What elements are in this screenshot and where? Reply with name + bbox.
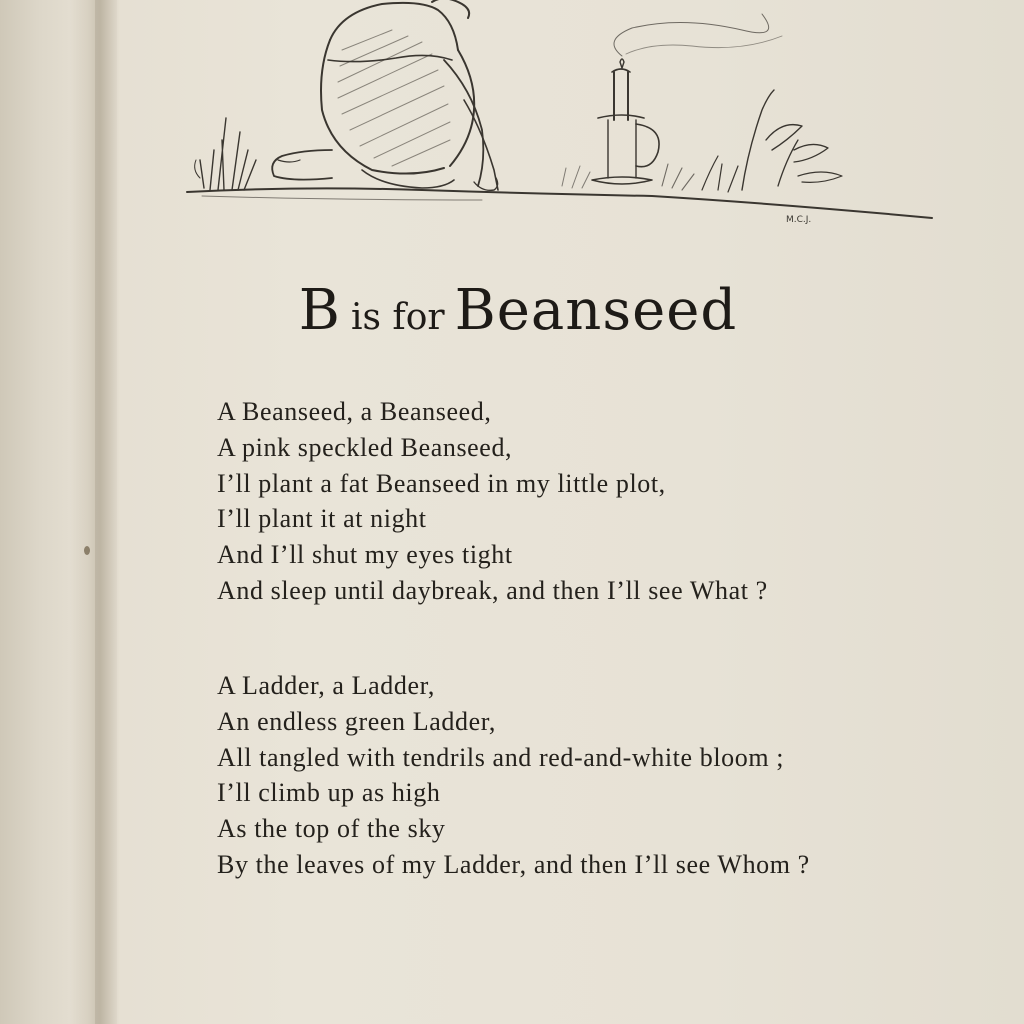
title-connector: is for <box>350 297 445 338</box>
poem-line: By the leaves of my Ladder, and then I’ll see Whom ? <box>217 849 810 879</box>
title-initial: B <box>298 278 341 343</box>
poem-line: A Ladder, a Ladder, <box>217 671 435 700</box>
poem-line: A Beanseed, a Beanseed, <box>217 397 492 426</box>
poem-line: All tangled with tendrils and red-and-white bloom ; <box>217 742 785 772</box>
poem-line: I’ll plant it at night <box>217 504 427 534</box>
poem-line: And sleep until daybreak, and then I’ll see What ? <box>217 575 768 605</box>
poem-line: I’ll climb up as high <box>217 778 441 808</box>
poem-line: An endless green Ladder, <box>217 706 497 736</box>
title-word: Beanseed <box>454 278 738 343</box>
poem-line: A pink speckled Beanseed, <box>217 432 513 462</box>
poem-line: I’ll plant a fat Beanseed in my little plot, <box>217 468 666 498</box>
stanza-2 <box>217 668 937 883</box>
paper-blemish <box>84 546 90 555</box>
page-title <box>62 278 974 358</box>
book-page <box>112 0 1024 1024</box>
artist-monogram: M.C.J. <box>786 215 812 225</box>
poem-line: And I’ll shut my eyes tight <box>217 540 513 570</box>
poem-line: As the top of the sky <box>217 814 446 844</box>
stanza-1 <box>217 394 937 609</box>
child-planting-illustration <box>182 0 942 230</box>
